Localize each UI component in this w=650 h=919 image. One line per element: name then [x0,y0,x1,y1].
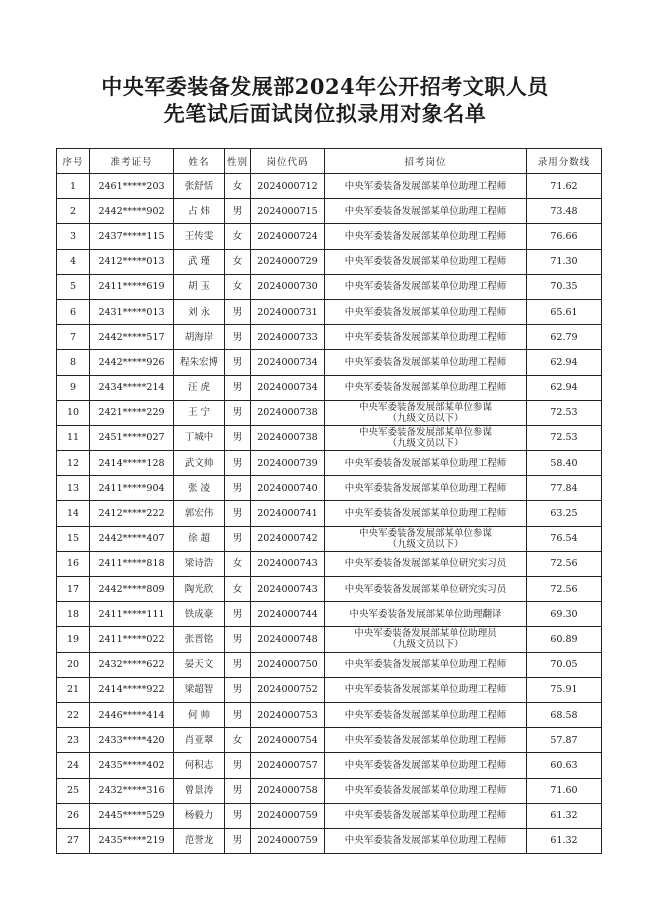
position-line1: 中央军委装备发展部某单位助理工程师 [344,230,507,242]
table-row [57,501,602,526]
cell-name: 肖亚翠 [174,728,225,753]
cell-name: 何积志 [174,753,225,778]
cell-exam-id: 2442*****809 [90,577,174,602]
cell-exam-id: 2445*****529 [90,803,174,828]
cell-name: 铁成豪 [174,602,225,627]
cell-no: 3 [57,224,90,249]
cell-code: 2024000750 [251,652,325,677]
cell-position [325,501,527,526]
cell-no: 2 [57,199,90,224]
cell-exam-id: 2442*****517 [90,325,174,350]
cell-gender: 男 [225,451,251,476]
cell-no: 19 [57,627,90,652]
table-row [57,400,602,425]
cell-no: 4 [57,249,90,274]
cell-code: 2024000739 [251,451,325,476]
cell-code: 2024000730 [251,274,325,299]
table-row [57,199,602,224]
cell-code: 2024000734 [251,375,325,400]
cell-code: 2024000731 [251,299,325,324]
table-row [57,803,602,828]
cell-no: 22 [57,702,90,727]
cell-no: 8 [57,350,90,375]
cell-position [325,677,527,702]
cell-name: 刘 永 [174,299,225,324]
cell-position [325,728,527,753]
table-row [57,677,602,702]
position-line1: 中央军委装备发展部某单位助理工程师 [344,356,507,368]
cell-name: 张 凌 [174,476,225,501]
cell-position [325,778,527,803]
col-header-name: 姓名 [174,149,225,174]
position-line1: 中央军委装备发展部某单位助理工程师 [344,684,507,696]
position-line1: 中央军委装备发展部某单位助理员 [354,628,497,640]
cell-position [325,627,527,652]
position-line1: 中央军委装备发展部某单位助理工程师 [344,508,507,520]
cell-gender: 男 [225,753,251,778]
cell-position [325,325,527,350]
position-line1: 中央军委装备发展部某单位助理工程师 [344,205,507,217]
cell-code: 2024000743 [251,551,325,576]
document-title-line2: 先笔试后面试岗位拟录用对象名单 [163,101,487,126]
cell-no: 15 [57,526,90,551]
cell-position [325,526,527,551]
position-line1: 中央军委装备发展部某单位研究实习员 [344,558,507,570]
cell-position [325,299,527,324]
position-line1: 中央军委装备发展部某单位助理工程师 [344,810,507,822]
table-row [57,425,602,450]
position-line1: 中央军委装备发展部某单位助理工程师 [344,306,507,318]
position-line1: 中央军委装备发展部某单位助理翻译 [349,608,502,620]
cell-gender: 男 [225,375,251,400]
cell-no: 6 [57,299,90,324]
position-line2: （九级文员以下） [387,538,464,550]
cell-exam-id: 2411*****022 [90,627,174,652]
cell-gender: 男 [225,627,251,652]
cell-exam-id: 2437*****115 [90,224,174,249]
cell-exam-id: 2421*****229 [90,400,174,425]
cell-name: 程朱宏博 [174,350,225,375]
table-row [57,224,602,249]
cell-score: 72.56 [527,551,602,576]
cell-gender: 男 [225,350,251,375]
cell-name: 徐 超 [174,526,225,551]
cell-no: 18 [57,602,90,627]
cell-gender: 女 [225,174,251,199]
cell-exam-id: 2433*****420 [90,728,174,753]
cell-position [325,551,527,576]
cell-exam-id: 2411*****619 [90,274,174,299]
table-row [57,551,602,576]
cell-code: 2024000752 [251,677,325,702]
table-row [57,325,602,350]
cell-name: 丁城中 [174,425,225,450]
cell-exam-id: 2435*****219 [90,828,174,853]
cell-gender: 女 [225,728,251,753]
cell-score: 77.84 [527,476,602,501]
cell-position [325,199,527,224]
cell-gender: 男 [225,803,251,828]
position-line1: 中央军委装备发展部某单位助理工程师 [344,734,507,746]
cell-score: 75.91 [527,677,602,702]
cell-exam-id: 2461*****203 [90,174,174,199]
cell-exam-id: 2442*****407 [90,526,174,551]
cell-score: 71.30 [527,249,602,274]
cell-position [325,400,527,425]
cell-gender: 男 [225,299,251,324]
cell-code: 2024000733 [251,325,325,350]
cell-exam-id: 2411*****904 [90,476,174,501]
table-row [57,451,602,476]
cell-score: 62.94 [527,375,602,400]
position-line1: 中央军委装备发展部某单位助理工程师 [344,281,507,293]
cell-position [325,425,527,450]
cell-exam-id: 2435*****402 [90,753,174,778]
cell-no: 12 [57,451,90,476]
cell-position [325,174,527,199]
cell-exam-id: 2411*****111 [90,602,174,627]
position-line1: 中央军委装备发展部某单位助理工程师 [344,382,507,394]
cell-no: 16 [57,551,90,576]
cell-no: 21 [57,677,90,702]
cell-no: 23 [57,728,90,753]
position-line1: 中央军委装备发展部某单位助理工程师 [344,256,507,268]
cell-exam-id: 2414*****922 [90,677,174,702]
position-line1: 中央军委装备发展部某单位参谋 [358,426,492,438]
position-line2: （九级文员以下） [387,639,464,651]
position-line1: 中央军委装备发展部某单位助理工程师 [344,482,507,494]
col-header-code: 岗位代码 [251,149,325,174]
table-row [57,299,602,324]
cell-no: 11 [57,425,90,450]
cell-no: 26 [57,803,90,828]
cell-exam-id: 2431*****013 [90,299,174,324]
cell-name: 梁诗浩 [174,551,225,576]
cell-no: 9 [57,375,90,400]
cell-no: 24 [57,753,90,778]
cell-score: 68.58 [527,702,602,727]
cell-name: 张舒恬 [174,174,225,199]
table-row [57,476,602,501]
cell-no: 13 [57,476,90,501]
col-header-position: 招考岗位 [325,149,527,174]
table-row [57,728,602,753]
document-title-line1: 中央军委装备发展部2024年公开招考文职人员 [101,74,549,99]
cell-score: 62.79 [527,325,602,350]
position-line1: 中央军委装备发展部某单位助理工程师 [344,759,507,771]
cell-code: 2024000757 [251,753,325,778]
cell-code: 2024000753 [251,702,325,727]
cell-name: 梁超智 [174,677,225,702]
cell-score: 72.56 [527,577,602,602]
table-header-row [57,149,602,174]
cell-exam-id: 2414*****128 [90,451,174,476]
cell-score: 60.63 [527,753,602,778]
cell-code: 2024000759 [251,828,325,853]
cell-gender: 女 [225,274,251,299]
cell-score: 71.62 [527,174,602,199]
position-line1: 中央军委装备发展部某单位助理工程师 [344,457,507,469]
cell-position [325,652,527,677]
table-row [57,274,602,299]
table-row [57,627,602,652]
cell-score: 61.32 [527,828,602,853]
cell-name: 武 瑾 [174,249,225,274]
cell-exam-id: 2442*****926 [90,350,174,375]
cell-score: 58.40 [527,451,602,476]
position-line1: 中央军委装备发展部某单位助理工程师 [344,835,507,847]
cell-score: 71.60 [527,778,602,803]
position-line1: 中央军委装备发展部某单位助理工程师 [344,180,507,192]
col-header-score: 录用分数线 [527,149,602,174]
cell-position [325,476,527,501]
cell-exam-id: 2412*****222 [90,501,174,526]
cell-position [325,702,527,727]
cell-gender: 男 [225,677,251,702]
cell-gender: 男 [225,828,251,853]
cell-exam-id: 2446*****414 [90,702,174,727]
cell-exam-id: 2442*****902 [90,199,174,224]
cell-code: 2024000759 [251,803,325,828]
cell-no: 27 [57,828,90,853]
table-row [57,828,602,853]
cell-score: 61.32 [527,803,602,828]
cell-exam-id: 2432*****622 [90,652,174,677]
cell-code: 2024000715 [251,199,325,224]
cell-exam-id: 2411*****818 [90,551,174,576]
cell-gender: 男 [225,325,251,350]
cell-no: 10 [57,400,90,425]
position-line1: 中央军委装备发展部某单位助理工程师 [344,659,507,671]
cell-gender: 女 [225,224,251,249]
table-row [57,602,602,627]
table-row [57,702,602,727]
cell-gender: 女 [225,249,251,274]
cell-name: 汪 虎 [174,375,225,400]
cell-name: 王 宁 [174,400,225,425]
cell-position [325,753,527,778]
candidate-table [56,148,602,854]
cell-code: 2024000754 [251,728,325,753]
cell-code: 2024000740 [251,476,325,501]
cell-gender: 男 [225,652,251,677]
table-row [57,375,602,400]
table-row [57,526,602,551]
position-line1: 中央军委装备发展部某单位参谋 [358,527,492,539]
cell-gender: 女 [225,577,251,602]
cell-code: 2024000729 [251,249,325,274]
table-row [57,753,602,778]
table-row [57,174,602,199]
cell-gender: 女 [225,551,251,576]
table-row [57,249,602,274]
cell-code: 2024000744 [251,602,325,627]
cell-code: 2024000748 [251,627,325,652]
col-header-no: 序号 [57,149,90,174]
cell-gender: 男 [225,501,251,526]
cell-score: 57.87 [527,728,602,753]
cell-score: 73.48 [527,199,602,224]
cell-position [325,828,527,853]
position-line1: 中央军委装备发展部某单位助理工程师 [344,709,507,721]
cell-score: 76.54 [527,526,602,551]
cell-gender: 男 [225,476,251,501]
cell-name: 胡 玉 [174,274,225,299]
position-line1: 中央军委装备发展部某单位研究实习员 [344,583,507,595]
cell-code: 2024000741 [251,501,325,526]
cell-gender: 男 [225,778,251,803]
col-header-exam-id: 准考证号 [90,149,174,174]
cell-position [325,375,527,400]
cell-code: 2024000742 [251,526,325,551]
cell-name: 曾景涛 [174,778,225,803]
cell-name: 晏天文 [174,652,225,677]
cell-name: 陶光欣 [174,577,225,602]
cell-score: 63.25 [527,501,602,526]
cell-score: 70.35 [527,274,602,299]
table-row [57,652,602,677]
cell-name: 杨毅力 [174,803,225,828]
table-row [57,778,602,803]
position-line1: 中央军委装备发展部某单位助理工程师 [344,785,507,797]
cell-code: 2024000738 [251,425,325,450]
cell-gender: 男 [225,602,251,627]
cell-score: 72.53 [527,425,602,450]
cell-gender: 男 [225,702,251,727]
cell-score: 70.05 [527,652,602,677]
cell-score: 62.94 [527,350,602,375]
position-line1: 中央军委装备发展部某单位助理工程师 [344,331,507,343]
cell-score: 65.61 [527,299,602,324]
table-row [57,577,602,602]
cell-name: 占 炜 [174,199,225,224]
cell-exam-id: 2412*****013 [90,249,174,274]
cell-name: 胡海岸 [174,325,225,350]
cell-code: 2024000738 [251,400,325,425]
cell-position [325,803,527,828]
cell-score: 76.66 [527,224,602,249]
cell-no: 5 [57,274,90,299]
cell-exam-id: 2432*****316 [90,778,174,803]
cell-gender: 男 [225,425,251,450]
table-row [57,350,602,375]
cell-score: 69.30 [527,602,602,627]
cell-no: 17 [57,577,90,602]
cell-gender: 男 [225,526,251,551]
cell-no: 20 [57,652,90,677]
cell-no: 14 [57,501,90,526]
cell-position [325,224,527,249]
position-line2: （九级文员以下） [387,437,464,449]
cell-exam-id: 2451*****027 [90,425,174,450]
cell-score: 60.89 [527,627,602,652]
col-header-gender: 性别 [225,149,251,174]
cell-position [325,274,527,299]
cell-score: 72.53 [527,400,602,425]
cell-position [325,451,527,476]
cell-exam-id: 2434*****214 [90,375,174,400]
cell-no: 25 [57,778,90,803]
cell-position [325,350,527,375]
cell-position [325,602,527,627]
cell-name: 武文帅 [174,451,225,476]
position-line2: （九级文员以下） [387,412,464,424]
cell-no: 1 [57,174,90,199]
cell-name: 何 帅 [174,702,225,727]
cell-gender: 男 [225,199,251,224]
cell-code: 2024000758 [251,778,325,803]
cell-code: 2024000743 [251,577,325,602]
position-line1: 中央军委装备发展部某单位参谋 [358,401,492,413]
cell-position [325,577,527,602]
cell-name: 张晋铭 [174,627,225,652]
cell-position [325,249,527,274]
cell-name: 范誉龙 [174,828,225,853]
cell-code: 2024000712 [251,174,325,199]
cell-no: 7 [57,325,90,350]
cell-name: 郭宏伟 [174,501,225,526]
cell-code: 2024000734 [251,350,325,375]
cell-code: 2024000724 [251,224,325,249]
cell-name: 王传雯 [174,224,225,249]
cell-gender: 男 [225,400,251,425]
